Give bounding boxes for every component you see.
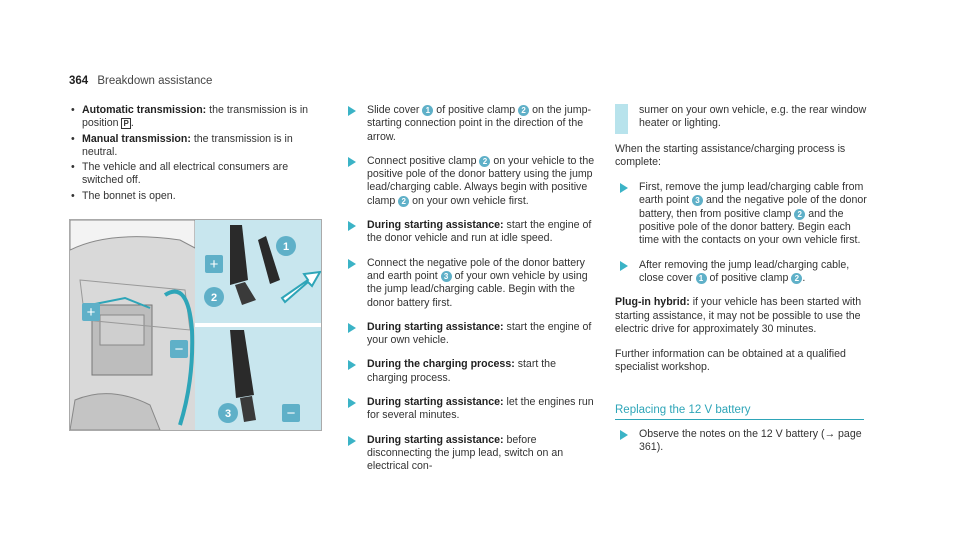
column-right-bottom: [615, 428, 867, 466]
paragraph: Further information can be obtained at a qualified specialist workshop.: [615, 348, 846, 374]
callout-2: 2: [210, 292, 218, 304]
minus-icon: −: [286, 405, 296, 422]
step-item: First, remove the jump lead/charging cable from earth point 3 and the negative pole of the donor battery, then from positive clamp 2 and the positive pole of the donor battery. Begin each time with the contacts on your own vehicle first.: [615, 181, 867, 247]
step-item: During the charging process: start the charging process.: [343, 358, 599, 385]
continued-text: sumer on your own vehicle, e.g. the rear window heater or lighting.: [639, 104, 867, 130]
page-header: [69, 75, 212, 87]
step-arrow-icon: [348, 398, 356, 408]
step-item: During starting assistance: start the engine of the donor vehicle and run at idle speed.: [343, 219, 599, 246]
step-arrow-icon: [620, 261, 628, 271]
step-arrow-icon: [620, 430, 628, 440]
list-item: • Manual transmission: the transmission is in neutral.: [70, 133, 322, 160]
page-title: Breakdown assistance: [97, 75, 213, 87]
step-item: After removing the jump lead/charging cable, close cover 1 of positive clamp 2 .: [615, 259, 867, 286]
step-item: Connect positive clamp 2 on your vehicle to the positive pole of the donor battery using the jump lead/charging cable. Always begin with positive clamp 2 on your own vehicle first.: [343, 155, 599, 208]
plus-icon: +: [209, 256, 219, 273]
step-item: During starting assistance: start the engine of your own vehicle.: [343, 321, 599, 348]
step-item: During starting assistance: let the engines run for several minutes.: [343, 396, 599, 423]
step-arrow-icon: [348, 221, 356, 231]
engine-bay-illustration: [70, 220, 321, 430]
paragraph: When the starting assistance/charging process is complete:: [615, 142, 846, 168]
column-right: [615, 104, 867, 387]
list-item: • The vehicle and all electrical consumers are switched off.: [70, 161, 322, 188]
page-number: 364: [69, 75, 89, 87]
step-arrow-icon: [348, 436, 356, 446]
step-arrow-icon: [348, 323, 356, 333]
minus-icon: −: [174, 341, 184, 358]
callout-3: 3: [224, 408, 232, 420]
step-arrow-icon: [348, 360, 356, 370]
paragraph: Plug-in hybrid: if your vehicle has been started with starting assistance, it may not be possible to use the electric drive for approximately 30 minutes.: [615, 296, 862, 335]
step-arrow-icon: [348, 106, 356, 116]
step-item: Observe the notes on the 12 V battery (→ page 361).: [615, 428, 867, 455]
section-heading: Replacing the 12 V battery: [615, 404, 864, 420]
column-left: [70, 104, 322, 205]
plus-icon: +: [86, 304, 96, 321]
step-item: Slide cover 1 of positive clamp 2 on the jump-starting connection point in the direction of the arrow.: [343, 104, 599, 144]
step-arrow-icon: [348, 157, 356, 167]
list-item: • The bonnet is open.: [70, 190, 322, 203]
park-symbol: P: [123, 119, 129, 129]
callout-1: 1: [282, 241, 290, 253]
page-reference-link[interactable]: → page 361: [639, 428, 862, 454]
column-middle: [343, 104, 599, 485]
list-item: • Automatic transmission: the transmission is in position P .: [70, 104, 322, 131]
step-item: During starting assistance: before disconnecting the jump lead, switch on an electrical con-: [343, 434, 599, 474]
step-arrow-icon: [620, 183, 628, 193]
jump-start-figure: [69, 219, 322, 431]
step-item: Connect the negative pole of the donor battery and earth point 3 of your own vehicle by using the jump lead/charging cable. Begin with the donor battery first.: [343, 257, 599, 310]
step-arrow-icon: [348, 259, 356, 269]
